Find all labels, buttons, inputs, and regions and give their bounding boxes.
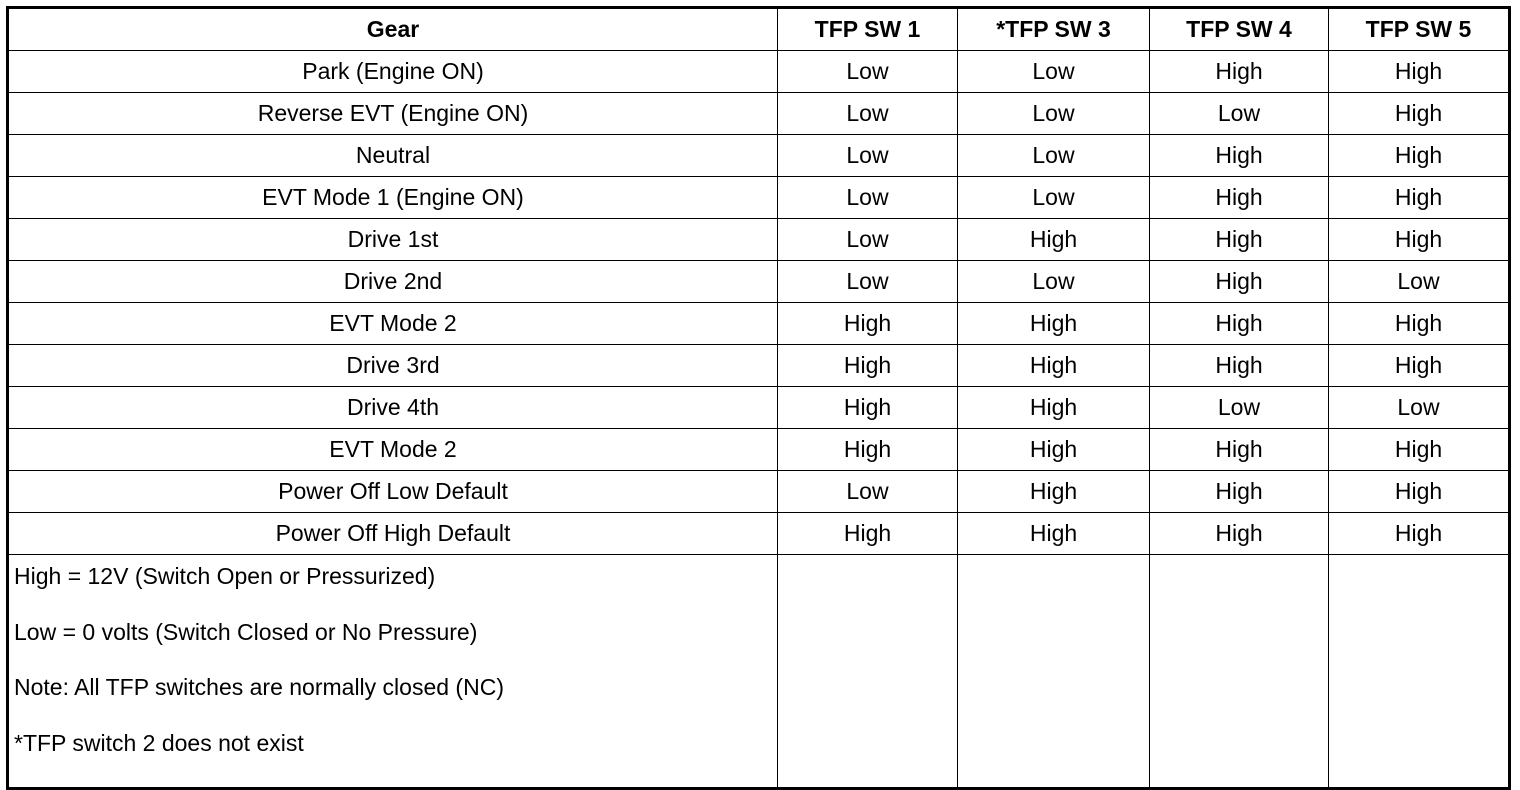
sw4-cell: High xyxy=(1150,429,1329,471)
sw1-cell: Low xyxy=(778,51,958,93)
sw3-cell: High xyxy=(958,387,1150,429)
sw3-cell: High xyxy=(958,303,1150,345)
notes-cell xyxy=(8,555,778,789)
sw1-cell: High xyxy=(778,429,958,471)
empty-cell xyxy=(778,555,958,789)
table-row xyxy=(8,135,1510,177)
sw1-cell: High xyxy=(778,513,958,555)
table-row xyxy=(8,387,1510,429)
sw3-cell: Low xyxy=(958,261,1150,303)
sw1-cell: Low xyxy=(778,471,958,513)
gear-cell: EVT Mode 1 (Engine ON) xyxy=(8,177,778,219)
sw3-cell: High xyxy=(958,429,1150,471)
empty-cell xyxy=(1329,555,1510,789)
sw3-cell: High xyxy=(958,219,1150,261)
sw5-cell: High xyxy=(1329,303,1510,345)
table-row xyxy=(8,177,1510,219)
sw3-cell: High xyxy=(958,471,1150,513)
sw4-cell: High xyxy=(1150,177,1329,219)
sw4-cell: High xyxy=(1150,135,1329,177)
sw3-cell: High xyxy=(958,345,1150,387)
sw5-cell: High xyxy=(1329,177,1510,219)
sw1-cell: Low xyxy=(778,261,958,303)
sw3-cell: Low xyxy=(958,177,1150,219)
gear-cell: Drive 3rd xyxy=(8,345,778,387)
sw1-cell: Low xyxy=(778,219,958,261)
header-tfp-sw-4: TFP SW 4 xyxy=(1150,8,1329,51)
sw1-cell: Low xyxy=(778,93,958,135)
sw4-cell: Low xyxy=(1150,387,1329,429)
header-tfp-sw-1: TFP SW 1 xyxy=(778,8,958,51)
sw5-cell: Low xyxy=(1329,387,1510,429)
gear-cell: Power Off High Default xyxy=(8,513,778,555)
table-row xyxy=(8,429,1510,471)
note-switch-2-absent: *TFP switch 2 does not exist xyxy=(14,729,304,756)
note-high-definition: High = 12V (Switch Open or Pressurized) xyxy=(14,563,436,589)
sw1-cell: High xyxy=(778,345,958,387)
sw4-cell: High xyxy=(1150,219,1329,261)
table-row xyxy=(8,261,1510,303)
gear-cell: Neutral xyxy=(8,135,778,177)
sw1-cell: Low xyxy=(778,177,958,219)
gear-cell: Power Off Low Default xyxy=(8,471,778,513)
gear-cell: Drive 2nd xyxy=(8,261,778,303)
header-tfp-sw-3: *TFP SW 3 xyxy=(958,8,1150,51)
sw5-cell: Low xyxy=(1329,261,1510,303)
empty-cell xyxy=(958,555,1150,789)
sw5-cell: High xyxy=(1329,93,1510,135)
sw3-cell: High xyxy=(958,513,1150,555)
sw5-cell: High xyxy=(1329,513,1510,555)
sw3-cell: Low xyxy=(958,51,1150,93)
sw1-cell: High xyxy=(778,303,958,345)
header-gear: Gear xyxy=(8,8,778,51)
table-row xyxy=(8,471,1510,513)
sw5-cell: High xyxy=(1329,135,1510,177)
gear-cell: Drive 1st xyxy=(8,219,778,261)
sw4-cell: High xyxy=(1150,345,1329,387)
gear-cell: EVT Mode 2 xyxy=(8,429,778,471)
sw5-cell: High xyxy=(1329,51,1510,93)
sw1-cell: High xyxy=(778,387,958,429)
sw3-cell: Low xyxy=(958,93,1150,135)
gear-cell: EVT Mode 2 xyxy=(8,303,778,345)
sw5-cell: High xyxy=(1329,219,1510,261)
sw1-cell: Low xyxy=(778,135,958,177)
sw4-cell: High xyxy=(1150,51,1329,93)
empty-cell xyxy=(1150,555,1329,789)
header-tfp-sw-5: TFP SW 5 xyxy=(1329,8,1510,51)
gear-cell: Drive 4th xyxy=(8,387,778,429)
gear-cell: Reverse EVT (Engine ON) xyxy=(8,93,778,135)
sw4-cell: High xyxy=(1150,261,1329,303)
sw4-cell: High xyxy=(1150,471,1329,513)
sw5-cell: High xyxy=(1329,471,1510,513)
table-row xyxy=(8,303,1510,345)
sw4-cell: High xyxy=(1150,513,1329,555)
gear-cell: Park (Engine ON) xyxy=(8,51,778,93)
header-row xyxy=(8,8,1510,51)
table-row xyxy=(8,93,1510,135)
table-row xyxy=(8,219,1510,261)
notes-row xyxy=(8,555,1510,789)
sw3-cell: Low xyxy=(958,135,1150,177)
table-row xyxy=(8,51,1510,93)
sw4-cell: High xyxy=(1150,303,1329,345)
table-row xyxy=(8,345,1510,387)
sw5-cell: High xyxy=(1329,345,1510,387)
note-normally-closed: Note: All TFP switches are normally closed (NC) xyxy=(14,674,504,700)
tfp-switch-table xyxy=(6,6,1511,790)
sw4-cell: Low xyxy=(1150,93,1329,135)
note-low-definition: Low = 0 volts (Switch Closed or No Pressure) xyxy=(14,618,478,645)
table-row xyxy=(8,513,1510,555)
sw5-cell: High xyxy=(1329,429,1510,471)
